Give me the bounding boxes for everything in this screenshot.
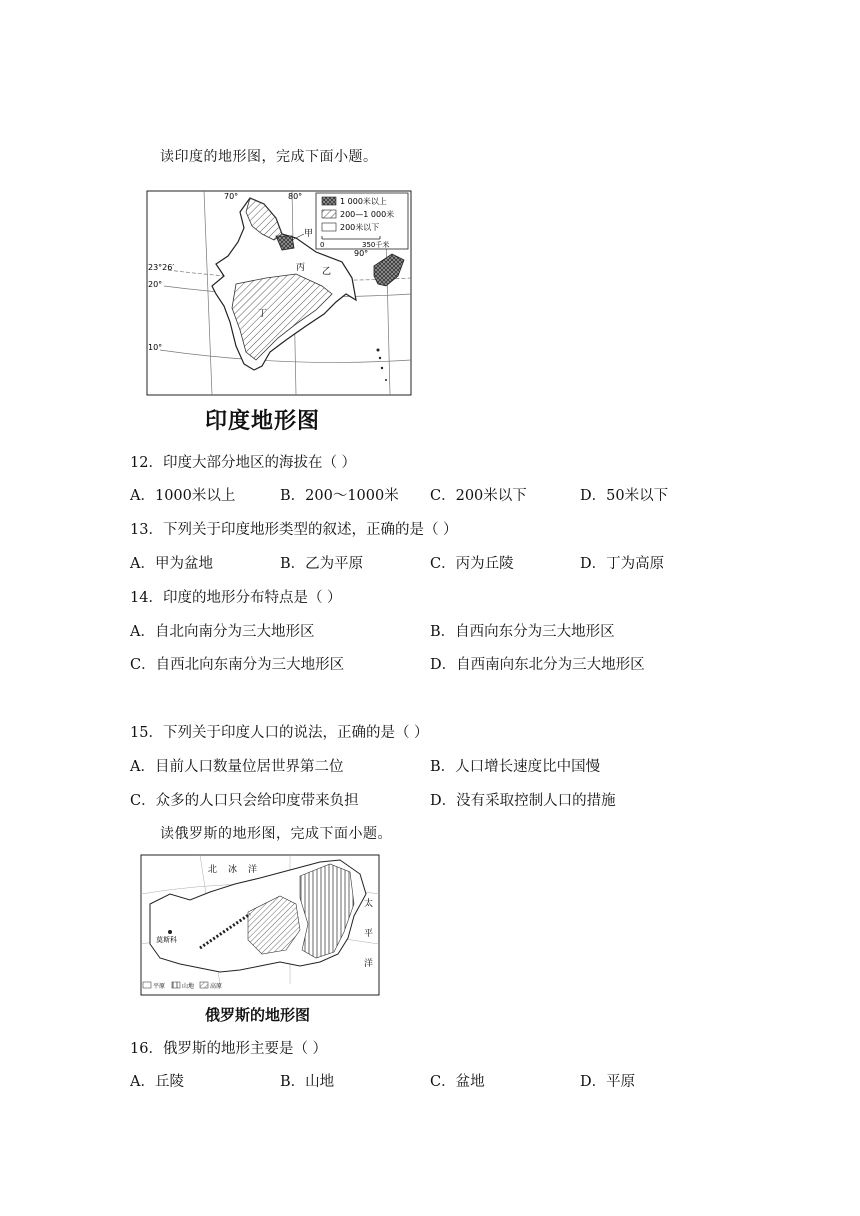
q15-option-d: D．没有采取控制人口的措施: [430, 793, 616, 809]
lon-90: 90°: [354, 249, 369, 258]
q16-option-a: A．丘陵: [130, 1074, 184, 1090]
q12-option-a: A．1000米以上: [130, 488, 236, 504]
scale-label: 350千米: [362, 241, 390, 249]
q15-option-a: A．目前人口数量位居世界第二位: [130, 759, 344, 775]
q16-option-b: B．山地: [280, 1074, 335, 1090]
label-moscow: 莫斯科: [156, 936, 177, 944]
arctic-char-3: 洋: [248, 865, 258, 875]
q15-option-b: B．人口增长速度比中国慢: [430, 759, 601, 775]
q14-option-a: A．自北向南分为三大地形区: [130, 624, 315, 640]
legend-plateau: 高原: [210, 983, 223, 990]
pacific-char-1: 太: [364, 899, 374, 909]
label-bing: 丙: [296, 263, 306, 273]
intro-india: 读印度的地形图，完成下面小题。: [160, 149, 378, 165]
q14-option-b: B．自西向东分为三大地形区: [430, 624, 615, 640]
lat-tropic: 23°26′: [148, 263, 175, 272]
q12-option-d: D．50米以下: [580, 488, 669, 504]
q13-option-b: B．乙为平原: [280, 556, 364, 572]
legend-mid: 200—1 000米: [340, 210, 395, 219]
question-16: 16．俄罗斯的地形主要是（ ）: [130, 1041, 328, 1057]
arctic-char-1: 北: [208, 865, 218, 875]
q13-option-d: D．丁为高原: [580, 556, 665, 572]
label-yi: 乙: [322, 267, 332, 277]
q12-option-b: B．200～1000米: [280, 488, 399, 504]
question-15: 15．下列关于印度人口的说法，正确的是（ ）: [130, 725, 429, 741]
question-14: 14．印度的地形分布特点是（ ）: [130, 590, 342, 606]
india-terrain-map: [146, 190, 412, 396]
caption-india-map: 印度地形图: [205, 409, 321, 434]
q13-option-c: C．丙为丘陵: [430, 556, 514, 572]
legend-plain: 平原: [153, 983, 166, 990]
q16-option-d: D．平原: [580, 1074, 636, 1090]
question-12: 12．印度大部分地区的海拔在（ ）: [130, 455, 357, 471]
label-ding: 丁: [258, 309, 268, 319]
legend-mountain: 山地: [182, 983, 195, 990]
intro-russia: 读俄罗斯的地形图，完成下面小题。: [160, 826, 392, 842]
legend-low: 200米以下: [340, 223, 380, 232]
lat-10: 10°: [148, 343, 163, 352]
legend-high: 1 000米以上: [340, 197, 387, 206]
arctic-char-2: 冰: [228, 865, 238, 875]
label-jia: 甲: [304, 229, 314, 239]
pacific-char-2: 平: [364, 929, 374, 939]
q16-option-c: C．盆地: [430, 1074, 485, 1090]
scale-zero: 0: [320, 241, 325, 249]
pacific-char-3: 洋: [364, 959, 374, 969]
lat-20: 20°: [148, 280, 163, 289]
russia-terrain-map: [140, 854, 380, 996]
q14-option-d: D．自西南向东北分为三大地形区: [430, 657, 645, 673]
lon-80: 80°: [288, 192, 303, 201]
lon-70: 70°: [224, 192, 239, 201]
caption-russia-map: 俄罗斯的地形图: [205, 1006, 311, 1024]
q15-option-c: C．众多的人口只会给印度带来负担: [130, 793, 359, 809]
q12-option-c: C．200米以下: [430, 488, 527, 504]
question-13: 13．下列关于印度地形类型的叙述，正确的是（ ）: [130, 522, 458, 538]
q13-option-a: A．甲为盆地: [130, 556, 213, 572]
q14-option-c: C．自西北向东南分为三大地形区: [130, 657, 345, 673]
